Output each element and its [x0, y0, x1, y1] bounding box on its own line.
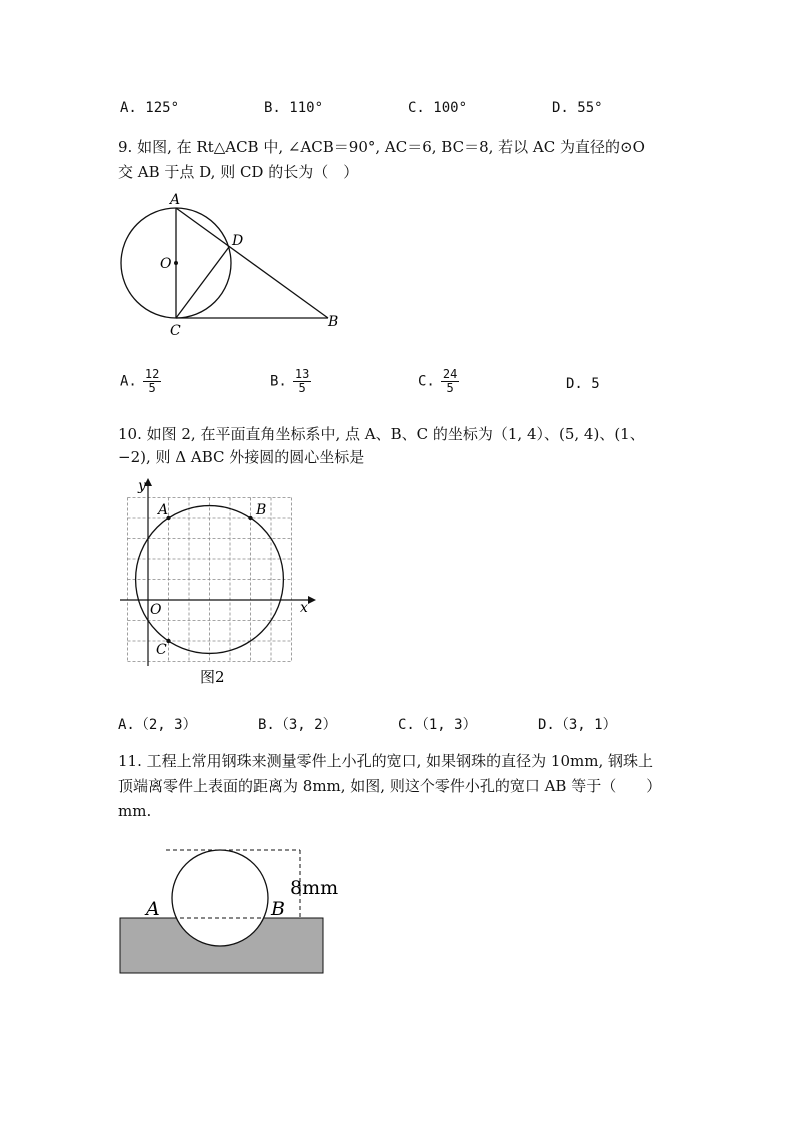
q9-option-b-num: 13: [294, 367, 310, 381]
q10-point-b: [248, 516, 252, 520]
q9-option-c-den: 5: [446, 381, 454, 395]
q9-option-c-fraction: [441, 368, 459, 395]
q10-caption: 图2: [200, 668, 225, 686]
q9-label-o: O: [160, 256, 172, 272]
q9-stem-line2: 交 AB 于点 D, 则 CD 的长为（ ）: [118, 163, 359, 181]
q9-option-c: [418, 368, 459, 395]
q9-option-d: [566, 376, 600, 392]
q10-label-b: B: [256, 502, 267, 518]
q10-option-a: A.（2, 3）: [118, 717, 197, 733]
q10-label-a: A: [158, 502, 169, 518]
q9-option-a-fraction: [143, 368, 161, 395]
q9-segment-cd: [176, 247, 229, 318]
q9-option-c-num: 24: [442, 367, 458, 381]
q10-label-o: O: [150, 602, 162, 618]
q9-stem-line1: 9. 如图, 在 Rt△ACB 中, ∠ACB＝90°, AC＝6, BC＝8, 若以 AC 为直径的⊙O: [118, 138, 645, 156]
q10-label-x: x: [300, 600, 308, 616]
q9-option-a-letter: A.: [120, 373, 137, 390]
q10-option-b: B.（3, 2）: [258, 717, 337, 733]
q11-label-a: A: [146, 898, 160, 920]
q9-option-b-den: 5: [298, 381, 306, 395]
q11-label-8mm: 8mm: [290, 877, 339, 899]
q9-option-b-fraction: [293, 368, 311, 395]
q11-stem-line3: mm.: [118, 802, 152, 820]
q9-option-a-den: 5: [148, 381, 156, 395]
q11-stem-line2: 顶端离零件上表面的距离为 8mm, 如图, 则这个零件小孔的宽口 AB 等于（ ）: [118, 777, 662, 795]
q10-label-y: y: [138, 478, 146, 494]
q9-segment-ab: [176, 208, 328, 318]
q10-x-axis-arrow: [308, 596, 316, 604]
q9-option-b: [270, 368, 311, 395]
q8-option-b: B. 110°: [264, 100, 324, 116]
q10-stem-line2: −2), 则 Δ ABC 外接圆的圆心坐标是: [118, 448, 365, 466]
q9-option-b-letter: B.: [270, 373, 287, 390]
q8-option-a: A. 125°: [120, 100, 180, 116]
q9-center-dot: [174, 261, 178, 265]
q9-option-a: [120, 368, 161, 395]
q10-stem-line1: 10. 如图 2, 在平面直角坐标系中, 点 A、B、C 的坐标为（1, 4）、(5, 4)、(1、: [118, 425, 645, 443]
q11-stem-line1: 11. 工程上常用钢珠来测量零件上小孔的宽口, 如果钢珠的直径为 10mm, 钢珠上: [118, 752, 654, 770]
q11-steel-ball: [172, 850, 268, 946]
q10-label-c: C: [156, 642, 167, 658]
q11-label-b: B: [271, 898, 285, 920]
q10-grid: [128, 498, 292, 662]
q10-point-c: [166, 639, 170, 643]
q8-option-d: D. 55°: [552, 100, 603, 116]
q11-figure: [116, 840, 346, 980]
q10-figure: [112, 474, 322, 689]
q9-option-a-num: 12: [144, 367, 160, 381]
q9-label-a: A: [170, 192, 181, 208]
q10-option-d: D.（3, 1）: [538, 717, 617, 733]
q10-option-c: C.（1, 3）: [398, 717, 477, 733]
q9-option-d-letter: D.: [566, 376, 583, 392]
q9-option-c-letter: C.: [418, 373, 435, 390]
q9-option-d-value: 5: [591, 376, 600, 392]
q9-label-c: C: [170, 323, 181, 339]
q9-label-d: D: [232, 233, 244, 249]
q9-figure: [110, 188, 350, 343]
q9-label-b: B: [328, 314, 339, 330]
q8-option-c: C. 100°: [408, 100, 468, 116]
